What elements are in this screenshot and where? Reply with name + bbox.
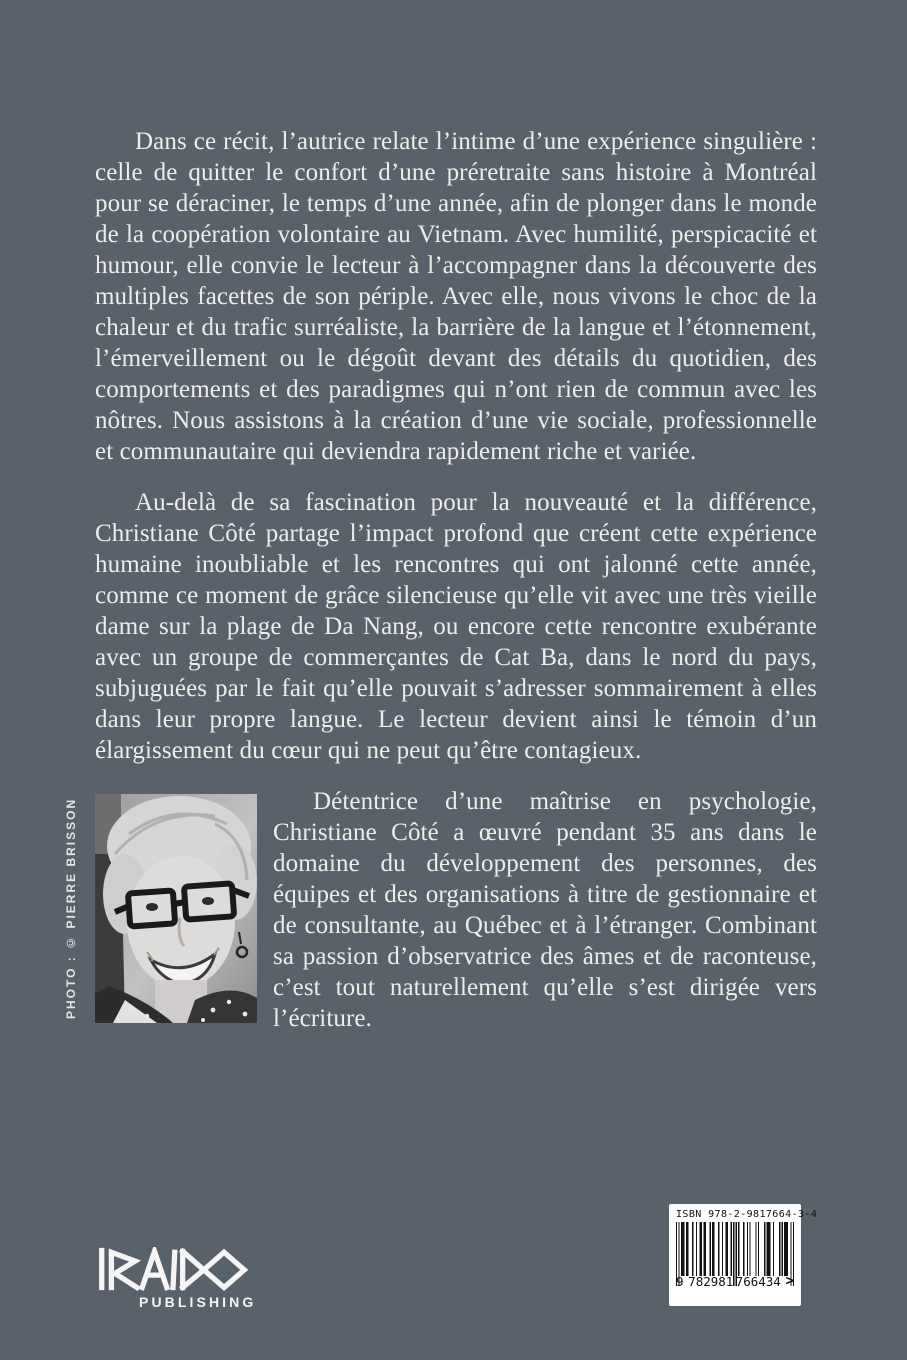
barcode-arrow: > bbox=[785, 1273, 794, 1289]
synopsis-paragraph-2: Au-delà de sa fascination pour la nouveauté et la différence, Christiane Côté partage l’impact profond que créent cette expérience humaine inoubliable et les rencontres qui ont jalonné cette année, comme ce moment de grâce silencieuse qu’elle vit avec une très vieille dame sur la plage de Da Nang, ou encore cette rencontre exubérante avec un groupe de commerçantes de Cat Ba, dans le nord du pays, subjuguées par le fait qu’elle pouvait s’adresser sommairement à elles dans leur propre langue. Le lecteur devient ainsi le témoin d’un élargissement du cœur qui ne peut qu’être contagieux. bbox=[95, 489, 817, 764]
raido-logo-mark bbox=[97, 1247, 249, 1291]
barcode-digit-group-1: 782981 bbox=[688, 1274, 734, 1289]
barcode bbox=[669, 1204, 818, 1306]
photo-credit: PHOTO : © PIERRE BRISSON bbox=[64, 797, 78, 1020]
barcode-digit-group-2: 766434 bbox=[735, 1274, 781, 1289]
barcode-isbn-label: ISBN 978-2-9817664-3-4 bbox=[676, 1209, 818, 1220]
author-bio-section bbox=[64, 786, 817, 1054]
publisher-tagline: PUBLISHING bbox=[139, 1294, 257, 1310]
synopsis-paragraph-1: Dans ce récit, l’autrice relate l’intime d’une expérience singulière : celle de quitter le confort d’une préretraite sans histoire à Montréal pour se déraciner, le temps d’une année, afin de plonger dans le monde de la coopération volontaire au Vietnam. Avec humilité, perspicacité et humour, elle convie le lecteur à l’accompagner dans la découverte des multiples facettes de son périple. Avec elle, nous vivons le choc de la chaleur et du trafic surréaliste, la barrière de la langue et l’étonnement, l’émerveillement ou le dégoût devant des détails du quotidien, des comportements et des paradigmes qui n’ont rien de commun avec les nôtres. Nous assistons à la création d’une vie sociale, professionnelle et communautaire qui deviendra rapidement riche et variée. bbox=[95, 128, 817, 465]
barcode-digits bbox=[676, 1275, 794, 1288]
back-cover-text-column bbox=[64, 126, 817, 1054]
publisher-logo bbox=[97, 1247, 257, 1310]
barcode-digit-lead: 9 bbox=[676, 1274, 684, 1289]
author-bio-paragraph: Détentrice d’une maîtrise en psychologie, Christiane Côté a œuvré pendant 35 ans dans le domaine du développement des personnes, des équipes et des organisations à titre de gestionnaire et de consultante, au Québec et à l’étranger. Combinant sa passion d’observatrice des âmes et de raconteuse, c’est tout naturellement qu’elle s’est dirigée vers l’écriture. bbox=[273, 788, 817, 1032]
author-photo bbox=[95, 794, 257, 1023]
author-photo-block bbox=[64, 794, 257, 1023]
